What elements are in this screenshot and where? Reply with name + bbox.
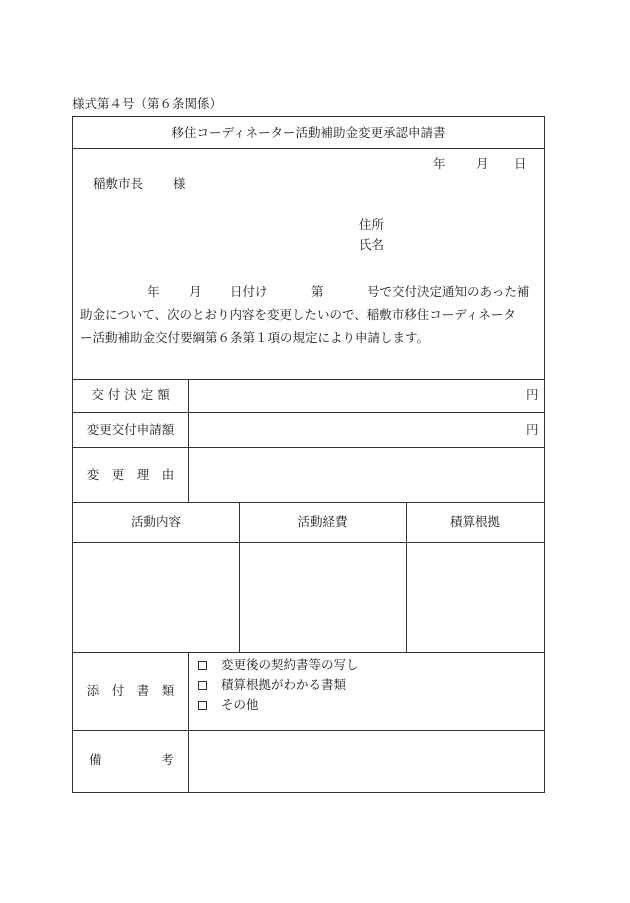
form-title: 移住コーディネーター活動補助金変更承認申請書 bbox=[171, 125, 446, 140]
date-month: 月 bbox=[476, 156, 489, 171]
attachment-item bbox=[198, 679, 346, 692]
attachments-label: 添 付 書 類 bbox=[86, 683, 175, 698]
body-year: 年 bbox=[147, 284, 160, 299]
body-dated: 日付け bbox=[230, 284, 268, 299]
decided-amount-unit: 円 bbox=[526, 387, 539, 402]
attachment-item-label: 積算根拠がわかる書類 bbox=[221, 677, 347, 692]
address-label: 住所 bbox=[359, 217, 385, 232]
form-label: 様式第４号（第６条関係） bbox=[72, 96, 223, 111]
body-line3: ー活動補助金交付要綱第６条第１項の規定により申請します。 bbox=[80, 330, 430, 345]
remarks-label-right: 考 bbox=[161, 752, 174, 767]
name-label: 氏名 bbox=[359, 237, 385, 252]
attachment-item-label: 変更後の契約書等の写し bbox=[221, 657, 359, 672]
attachment-item bbox=[198, 699, 259, 712]
application-form bbox=[72, 116, 545, 793]
body-line2: 助金について、次のとおり内容を変更したいので、稲敷市移住コーディネータ bbox=[80, 307, 516, 322]
label-column-rule-lower bbox=[188, 652, 189, 793]
decided-amount-label: 交 付 決 定 額 bbox=[91, 387, 170, 402]
rule-reason bbox=[73, 502, 544, 503]
rule-title bbox=[73, 148, 544, 149]
addressee-honorific: 様 bbox=[173, 176, 186, 191]
header-activity-cost: 活動経費 bbox=[297, 514, 348, 529]
attachment-item bbox=[198, 659, 359, 672]
checkbox[interactable] bbox=[198, 681, 207, 690]
rule-attachments bbox=[73, 730, 544, 731]
rule-body bbox=[73, 379, 544, 380]
date-year: 年 bbox=[433, 156, 446, 171]
body-number-prefix: 第 bbox=[311, 284, 324, 299]
attachment-item-label: その他 bbox=[221, 697, 259, 712]
checkbox[interactable] bbox=[198, 661, 207, 670]
rule-headers bbox=[73, 542, 544, 543]
change-amount-unit: 円 bbox=[526, 422, 539, 437]
body-line1-suffix: 号で交付決定通知のあった補 bbox=[367, 284, 530, 299]
rule-activity bbox=[73, 652, 544, 653]
rule-change bbox=[73, 447, 544, 448]
change-amount-label: 変更交付申請額 bbox=[86, 422, 175, 437]
body-month: 月 bbox=[189, 284, 202, 299]
checkbox[interactable] bbox=[198, 701, 207, 710]
rule-decided bbox=[73, 412, 544, 413]
date-day: 日 bbox=[514, 156, 527, 171]
label-column-rule bbox=[188, 379, 189, 502]
change-reason-label: 変 更 理 由 bbox=[86, 467, 175, 482]
remarks-label-left: 備 bbox=[89, 752, 102, 767]
header-calculation-basis: 積算根拠 bbox=[449, 514, 500, 529]
header-activity-content: 活動内容 bbox=[130, 514, 181, 529]
addressee-name: 稲敷市長 bbox=[93, 176, 144, 191]
